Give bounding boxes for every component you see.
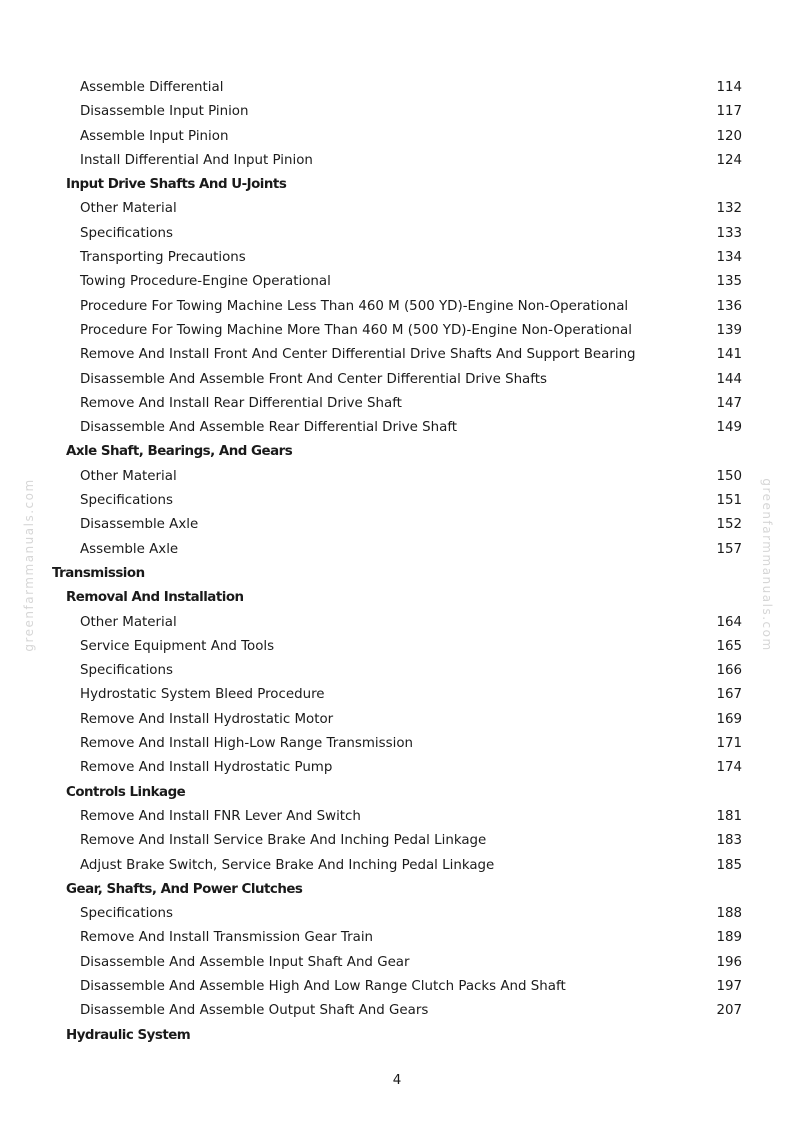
toc-entry-page: 165 xyxy=(716,638,742,654)
toc-entry[interactable] xyxy=(0,635,794,659)
toc-entry[interactable] xyxy=(0,222,794,246)
toc-entry[interactable] xyxy=(0,611,794,635)
toc-entry-title: Specifications xyxy=(80,225,173,241)
toc-entry-title: Remove And Install High-Low Range Transmission xyxy=(80,736,413,752)
toc-entry[interactable] xyxy=(0,76,794,100)
toc-entry-page: 117 xyxy=(716,104,742,120)
toc-entry[interactable] xyxy=(0,708,794,732)
watermark-left: greenfarmmanuals.com xyxy=(22,478,36,652)
toc-heading[interactable] xyxy=(0,1024,794,1048)
page-number: 4 xyxy=(392,1073,402,1088)
toc-entry-page: 150 xyxy=(716,468,742,484)
toc-entry[interactable] xyxy=(0,975,794,999)
toc-entry-title: Remove And Install Front And Center Differential Drive Shafts And Support Bearing xyxy=(80,347,636,363)
toc-entry-title: Service Equipment And Tools xyxy=(80,638,275,654)
toc-entry[interactable] xyxy=(0,392,794,416)
toc-heading[interactable] xyxy=(0,440,794,464)
toc-entry-title: Disassemble Axle xyxy=(80,517,199,533)
toc-entry-page: 135 xyxy=(716,274,742,290)
toc-entry-page: 144 xyxy=(716,371,742,387)
toc-entry[interactable] xyxy=(0,465,794,489)
toc-entry-title: Assemble Input Pinion xyxy=(80,128,229,144)
toc-entry[interactable] xyxy=(0,197,794,221)
toc-entry-title: Gear, Shafts, And Power Clutches xyxy=(66,881,303,897)
toc-entry-title: Axle Shaft, Bearings, And Gears xyxy=(66,444,293,460)
toc-heading[interactable] xyxy=(0,878,794,902)
toc-entry-title: Other Material xyxy=(80,468,177,484)
toc-entry-page: 152 xyxy=(716,517,742,533)
toc-entry[interactable] xyxy=(0,805,794,829)
toc-entry-page: 141 xyxy=(716,347,742,363)
toc-entry-title: Install Differential And Input Pinion xyxy=(80,152,313,168)
toc-entry[interactable] xyxy=(0,902,794,926)
toc-entry-page: 124 xyxy=(716,152,742,168)
toc-entry[interactable] xyxy=(0,732,794,756)
toc-entry[interactable] xyxy=(0,926,794,950)
toc-entry[interactable] xyxy=(0,343,794,367)
toc-entry-title: Other Material xyxy=(80,614,177,630)
watermark-right: greenfarmmanuals.com xyxy=(760,478,774,652)
toc-entry-page: 136 xyxy=(716,298,742,314)
toc-heading[interactable] xyxy=(0,586,794,610)
toc-entry-title: Procedure For Towing Machine More Than 460 M (500 YD)-Engine Non-Operational xyxy=(80,322,632,338)
toc-entry[interactable] xyxy=(0,319,794,343)
toc-entry-page: 134 xyxy=(716,250,742,266)
toc-heading[interactable] xyxy=(0,781,794,805)
toc-entry-page: 147 xyxy=(716,395,742,411)
toc-entry-page: 149 xyxy=(716,420,742,436)
toc-entry-page: 164 xyxy=(716,614,742,630)
toc-entry[interactable] xyxy=(0,368,794,392)
toc-entry-page: 188 xyxy=(716,906,742,922)
toc-entry-title: Specifications xyxy=(80,663,173,679)
toc-entry-page: 157 xyxy=(716,541,742,557)
toc-entry-page: 169 xyxy=(716,711,742,727)
toc-entry[interactable] xyxy=(0,538,794,562)
toc-entry-title: Assemble Differential xyxy=(80,80,224,95)
toc-entry-page: 189 xyxy=(716,930,742,946)
toc-entry[interactable] xyxy=(0,951,794,975)
toc-entry[interactable] xyxy=(0,756,794,780)
toc-entry-page: 183 xyxy=(716,833,742,849)
toc-entry-page: 166 xyxy=(716,663,742,679)
toc-entry[interactable] xyxy=(0,100,794,124)
toc-entry-page: 132 xyxy=(716,201,742,217)
toc-entry-title: Transmission xyxy=(52,565,145,581)
toc-entry-title: Assemble Axle xyxy=(80,541,179,557)
toc-entry-title: Removal And Installation xyxy=(66,590,244,606)
toc-entry-page: 197 xyxy=(716,978,742,994)
toc-entry[interactable] xyxy=(0,416,794,440)
toc-entry-title: Input Drive Shafts And U-Joints xyxy=(66,177,287,193)
toc-entry[interactable] xyxy=(0,513,794,537)
toc-entry-title: Disassemble And Assemble Input Shaft And Gear xyxy=(80,954,410,970)
toc-entry-page: 120 xyxy=(716,128,742,144)
toc-entry[interactable] xyxy=(0,270,794,294)
toc-entry-title: Controls Linkage xyxy=(66,784,186,800)
toc-entry[interactable] xyxy=(0,659,794,683)
toc-entry-title: Disassemble And Assemble Front And Center Differential Drive Shafts xyxy=(80,371,547,387)
toc-entry[interactable] xyxy=(0,125,794,149)
toc-entry-page: 114 xyxy=(716,80,742,95)
toc-entry-title: Remove And Install Hydrostatic Pump xyxy=(80,760,333,776)
toc-entry[interactable] xyxy=(0,246,794,270)
toc-entry[interactable] xyxy=(0,683,794,707)
toc-entry[interactable] xyxy=(0,149,794,173)
toc-entry[interactable] xyxy=(0,999,794,1023)
toc-entry-title: Disassemble And Assemble Rear Differential Drive Shaft xyxy=(80,420,458,436)
toc-entry-page: 174 xyxy=(716,760,742,776)
toc-entry-page: 151 xyxy=(716,493,742,509)
toc-entry-page: 196 xyxy=(716,954,742,970)
toc-entry[interactable] xyxy=(0,829,794,853)
toc-entry-page: 167 xyxy=(716,687,742,703)
toc-heading[interactable] xyxy=(0,173,794,197)
toc-entry-page: 139 xyxy=(716,322,742,338)
toc-entry-title: Hydrostatic System Bleed Procedure xyxy=(80,687,325,703)
toc-entry-title: Remove And Install FNR Lever And Switch xyxy=(80,808,361,824)
toc-entry-title: Remove And Install Transmission Gear Train xyxy=(80,930,374,946)
toc-entry-page: 185 xyxy=(716,857,742,873)
toc-entry[interactable] xyxy=(0,295,794,319)
toc-entry-title: Disassemble Input Pinion xyxy=(80,104,249,120)
toc-entry-title: Specifications xyxy=(80,906,173,922)
toc-entry-page: 133 xyxy=(716,225,742,241)
toc-entry-title: Towing Procedure-Engine Operational xyxy=(80,274,331,290)
toc-entry-page: 171 xyxy=(716,736,742,752)
toc-entry-title: Other Material xyxy=(80,201,177,217)
toc-entry-title: Adjust Brake Switch, Service Brake And Inching Pedal Linkage xyxy=(80,857,495,873)
toc-entry-title: Disassemble And Assemble Output Shaft And Gears xyxy=(80,1003,429,1019)
toc-entry-page: 207 xyxy=(716,1003,742,1019)
toc-entry-title: Remove And Install Rear Differential Drive Shaft xyxy=(80,395,402,411)
toc-entry-page: 181 xyxy=(716,808,742,824)
toc-entry-title: Transporting Precautions xyxy=(80,250,246,266)
toc-entry[interactable] xyxy=(0,854,794,878)
toc-entry-title: Disassemble And Assemble High And Low Range Clutch Packs And Shaft xyxy=(80,978,566,994)
toc-entry-title: Hydraulic System xyxy=(66,1027,191,1043)
toc-entry-title: Remove And Install Hydrostatic Motor xyxy=(80,711,334,727)
toc-entry-title: Procedure For Towing Machine Less Than 460 M (500 YD)-Engine Non-Operational xyxy=(80,298,629,314)
toc-heading[interactable] xyxy=(0,562,794,586)
toc-entry-title: Specifications xyxy=(80,493,173,509)
table-of-contents xyxy=(0,76,794,1048)
toc-entry-title: Remove And Install Service Brake And Inching Pedal Linkage xyxy=(80,833,487,849)
toc-entry[interactable] xyxy=(0,489,794,513)
